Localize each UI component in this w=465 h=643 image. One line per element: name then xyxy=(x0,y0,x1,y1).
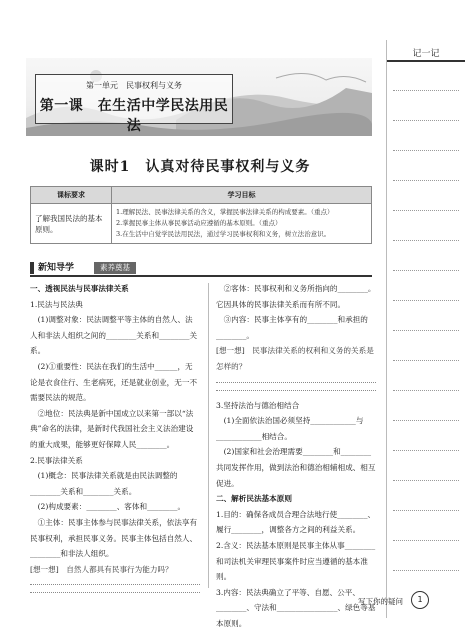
requirement-cell: 了解我国民法的基本原则。 xyxy=(31,204,112,244)
note-line[interactable] xyxy=(393,360,459,361)
unit-title: 第一单元 民事权利与义务 xyxy=(86,81,182,90)
answer-line[interactable] xyxy=(216,390,376,391)
new-knowledge-header xyxy=(30,262,372,274)
note-line[interactable] xyxy=(393,90,459,91)
note-line[interactable] xyxy=(393,420,459,421)
note-line[interactable] xyxy=(393,270,459,271)
column-divider xyxy=(208,283,209,588)
note-column xyxy=(387,40,465,625)
heading: 二、解析民法基本原则 xyxy=(216,494,292,504)
note-line[interactable] xyxy=(393,510,459,511)
right-column xyxy=(216,281,376,631)
paragraph: (2)国家和社会治理需要________和________共同发挥作用，做到法治和德治相辅相成、相互促进。 xyxy=(216,447,376,488)
note-title: 记一记 xyxy=(412,49,440,59)
paragraph: (1)调整对象：民法调整平等主体的自然人、法人和非法人组织之间的________关系和________关系。 xyxy=(30,315,198,356)
goal-item: 3.在生活中自觉学民法用民法，通过学习民事权利和义务，树立法治意识。 xyxy=(116,230,331,238)
note-line[interactable] xyxy=(393,450,459,451)
goal-item: 1.理解民法、民事法律关系的含义，掌握民事法律关系的构成要素。（重点） xyxy=(116,208,334,216)
left-column xyxy=(30,281,200,600)
footer-prompt: 写下你的疑问 xyxy=(358,597,403,606)
paragraph: 1.目的：确保各成员合理合法地行使________、履行________，调整各方之间的利益关系。 xyxy=(216,509,376,535)
paragraph: (2)构成要素：________、客体和________。 xyxy=(37,502,186,512)
note-line[interactable] xyxy=(393,570,459,571)
section-title: 课时1 认真对待民事权利与义务 xyxy=(89,159,311,175)
note-line[interactable] xyxy=(393,330,459,331)
note-line[interactable] xyxy=(393,240,459,241)
subheading: 1.民法与民法典 xyxy=(30,299,83,309)
answer-line[interactable] xyxy=(30,592,200,593)
think-prompt: [想一想] 民事法律关系的权利和义务的关系是怎样的？ xyxy=(216,346,374,371)
standards-table xyxy=(30,186,372,244)
answer-line[interactable] xyxy=(216,382,376,383)
goal-item: 2.掌握民事主体从事民事活动应遵循的基本原则。（重点） xyxy=(116,219,282,227)
think-prompt: [想一想] 自然人都具有民事行为能力吗？ xyxy=(30,564,173,574)
paragraph: 2.含义：民法基本原则是民事主体从事________和司法机关审理民事案件时应当遵循的基本准则。 xyxy=(216,540,376,582)
paragraph: ③内容：民事主体享有的________和承担的________。 xyxy=(216,315,368,340)
note-line[interactable] xyxy=(393,540,459,541)
paragraph: 3.内容：民法典确立了平等、自愿、公平、________、守法和________________、绿色等基本原则。 xyxy=(216,587,376,628)
table-header-requirement: 课标要求 xyxy=(31,187,112,204)
note-line[interactable] xyxy=(393,300,459,301)
new-knowledge-title: 新知导学 xyxy=(38,263,75,273)
note-line[interactable] xyxy=(393,120,459,121)
paragraph: ①主体：民事主体参与民事法律关系，依法享有民事权利，承担民事义务。民事主体包括自然人、________和非法人组织。 xyxy=(30,517,198,559)
note-line[interactable] xyxy=(393,180,459,181)
table-header-goals: 学习目标 xyxy=(112,187,372,204)
header-accent-bar xyxy=(30,262,34,274)
note-line[interactable] xyxy=(393,390,459,391)
paragraph: (1)概念：民事法律关系就是由民法调整的________关系和________关系。 xyxy=(30,471,178,496)
page-number: 1 xyxy=(411,591,429,609)
lesson-title: 第一课 在生活中学民法用民法 xyxy=(39,98,229,134)
answer-line[interactable] xyxy=(30,584,200,585)
note-line[interactable] xyxy=(393,150,459,151)
subheading: 3.坚持法治与德治相结合 xyxy=(216,400,300,410)
paragraph: ②地位：民法典是新中国成立以来第一部以“法典”命名的法律，是新时代我国社会主义法治建设的重大成果，能够更好保障人民________。 xyxy=(30,408,194,449)
note-rule xyxy=(387,60,465,62)
new-knowledge-tag: 素养奠基 xyxy=(94,262,136,274)
subheading: 2.民事法律关系 xyxy=(30,455,83,465)
paragraph: (1)全面依法治国必须坚持____________与____________相结合。 xyxy=(216,416,364,441)
note-line[interactable] xyxy=(393,210,459,211)
heading: 一、透视民法与民事法律关系 xyxy=(30,284,129,293)
paragraph: (2)①重要性：民法在我们的生活中______，无论是衣食住行、生老病死，还是就业创业，无一不需要民法的规范。 xyxy=(30,361,198,403)
lesson-title-box xyxy=(35,74,233,134)
paragraph: ②客体：民事权利和义务所指向的________。它因具体的民事法律关系而有所不同。 xyxy=(216,284,376,309)
header-rule xyxy=(30,275,372,277)
note-line[interactable] xyxy=(393,480,459,481)
goals-cell xyxy=(112,204,372,244)
